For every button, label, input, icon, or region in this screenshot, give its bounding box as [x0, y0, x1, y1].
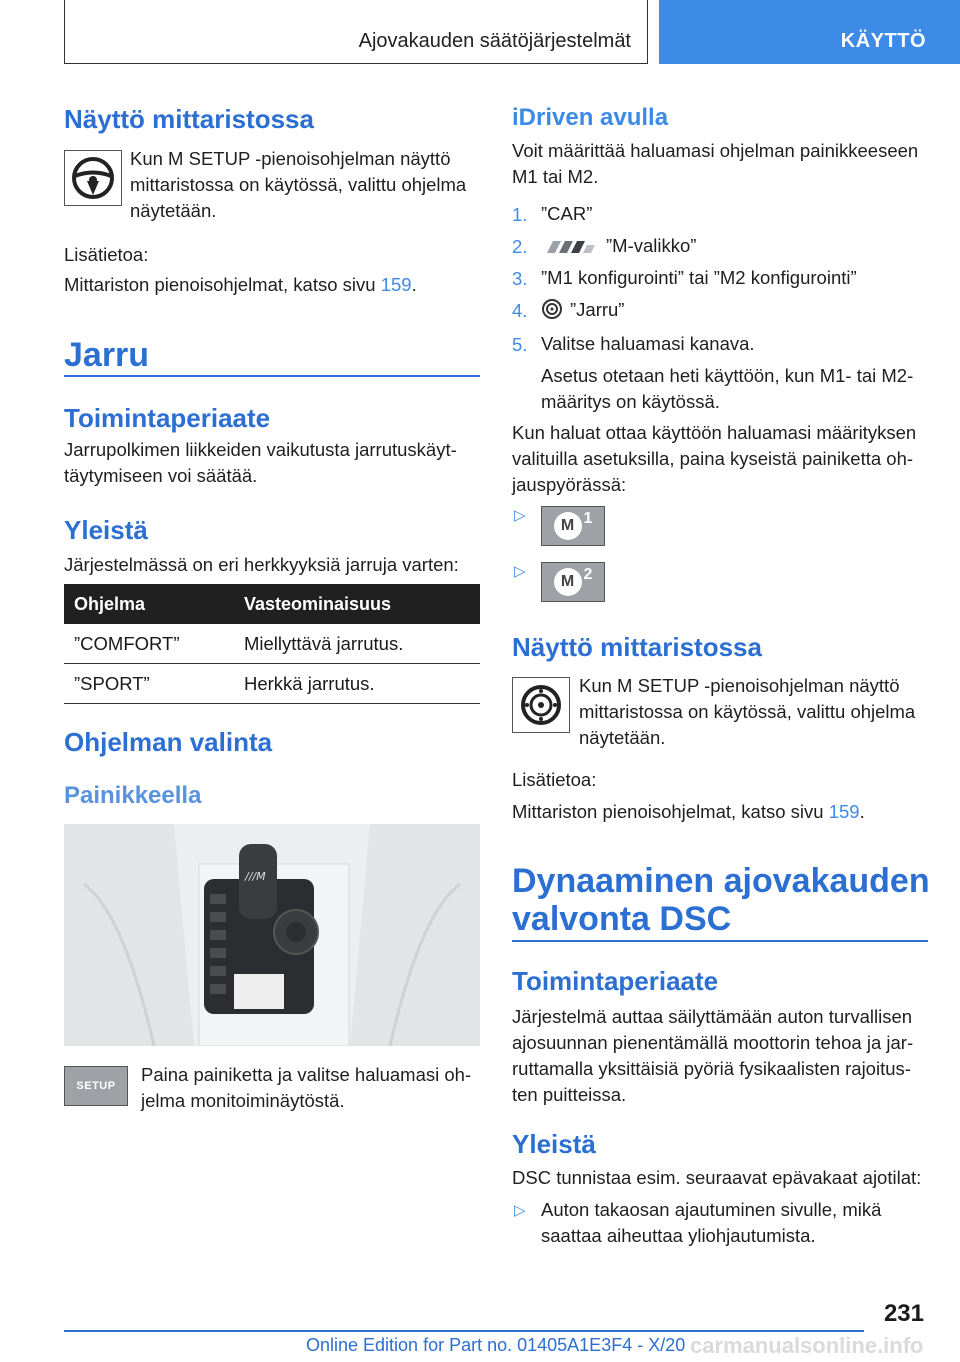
- page-link-159[interactable]: 159: [828, 801, 860, 822]
- heading-rule: [64, 375, 480, 377]
- step-text: ”M1 konfigurointi” tai ”M2 konfigurointi”: [541, 267, 857, 288]
- more-info-label: Lisätietoa:: [64, 244, 149, 265]
- general-heading: Yleistä: [64, 515, 148, 545]
- program-selection-heading: Ohjelman valinta: [64, 727, 273, 757]
- table-header-row: [64, 584, 480, 624]
- step5-note: Asetus otetaan heti käyttöön, kun M1- tai M2-määritys on käytössä.: [541, 365, 914, 412]
- table-cell: Herkkä jarrutus.: [234, 664, 480, 704]
- m2-button-icon: [541, 562, 605, 602]
- header-tab-label: KÄYTTÖ: [840, 30, 926, 52]
- setup-button-label: SETUP: [76, 1080, 116, 1092]
- step-number: 3.: [512, 268, 528, 289]
- center-console-photo: [64, 824, 480, 1046]
- table-header: Ohjelma: [64, 584, 234, 624]
- steering-wheel-icon: [64, 150, 122, 206]
- jarru-heading: Jarru: [64, 336, 150, 374]
- idrive-heading: iDriven avulla: [512, 104, 669, 131]
- page-number: 231: [883, 1300, 924, 1327]
- more-info-reference: [64, 272, 484, 298]
- header-title-box: [64, 0, 648, 64]
- setup-button-icon: [64, 1066, 128, 1106]
- bullet-icon: ▷: [514, 507, 526, 524]
- dsc-principle-text: Järjestelmä auttaa säilyttämään auton turvallisen ajosuunnan pienentämällä moottorin tehoa ja jarruttamalla yksittäisiä pyöriä fysikaalisten rajoitusten puitteissa.: [512, 1006, 914, 1105]
- principle-heading: Toimintaperiaate: [64, 403, 271, 433]
- header-title: Ajovakauden säätöjärjestelmät: [358, 30, 631, 52]
- step-text: ”CAR”: [541, 203, 593, 224]
- header-section-tab: [659, 0, 960, 64]
- more-info-reference-2: [512, 799, 932, 825]
- m1-button-icon: [541, 506, 605, 546]
- program-table: [64, 584, 480, 704]
- step-number: 2.: [512, 236, 528, 257]
- table-header: Vasteominaisuus: [234, 584, 480, 624]
- edition-text: Online Edition for Part no. 01405A1E3F4 - X/20: [306, 1335, 686, 1355]
- display-section-title-2: Näyttö mittaristossa: [512, 632, 762, 662]
- step-text: ”Jarru”: [570, 299, 625, 320]
- table-row: [64, 624, 480, 664]
- reference-suffix: .: [411, 274, 417, 295]
- dsc-general-text: DSC tunnistaa esim. seuraavat epävakaat ajotilat:: [512, 1167, 922, 1188]
- button-subheading: Painikkeella: [64, 782, 202, 809]
- reference-text: Mittariston pienoisohjelmat, katso sivu: [64, 274, 381, 295]
- reference-suffix: .: [859, 801, 865, 822]
- display-section-title: Näyttö mittaristossa: [64, 104, 314, 134]
- m2-sup: 2: [583, 566, 593, 583]
- display-section-text-2: Kun M SETUP -pienoisohjelman näyttö mittaristossa on käytössä, valittu ohjelma näytetään.: [579, 675, 916, 748]
- m2-label: M: [554, 568, 582, 596]
- step-text: ”M-valikko”: [606, 235, 697, 256]
- svg-text:///M: ///M: [245, 870, 266, 883]
- table-cell: ”COMFORT”: [64, 624, 234, 664]
- dsc-bullet-text: Auton takaosan ajautuminen sivulle, mikä saattaa aiheuttaa yliohjautumista.: [541, 1199, 882, 1246]
- dsc-principle-heading: Toimintaperiaate: [512, 966, 719, 996]
- step-number: 1.: [512, 204, 528, 225]
- reference-text: Mittariston pienoisohjelmat, katso sivu: [512, 801, 829, 822]
- setup-instruction: Paina painiketta ja valitse haluamasi ohjelma monitoiminäytöstä.: [141, 1064, 472, 1111]
- m-logo-icon: [541, 239, 597, 255]
- watermark: carmanualsonline.info: [690, 1333, 924, 1358]
- general-text: Järjestelmässä on eri herkkyyksiä jarruja varten:: [64, 554, 459, 575]
- footer-rule: [64, 1330, 864, 1332]
- idrive-text: Voit määrittää haluamasi ohjelman painikkeeseen M1 tai M2.: [512, 140, 919, 187]
- principle-text: Jarrupolkimen liikkeiden vaikutusta jarrutuskäyttäytymiseen voi säätää.: [64, 439, 457, 486]
- table-cell: ”SPORT”: [64, 664, 234, 704]
- m1-label: M: [554, 512, 582, 540]
- heading-rule: [512, 940, 928, 942]
- display-section-text: Kun M SETUP -pienoisohjelman näyttö mittaristossa on käytössä, valittu ohjelma näytetään.: [130, 148, 467, 221]
- step-number: 5.: [512, 334, 528, 355]
- brake-icon: [541, 298, 563, 320]
- brake-disc-icon: [512, 677, 570, 733]
- bullet-icon: ▷: [514, 1202, 526, 1219]
- step-text: Valitse haluamasi kanava.: [541, 333, 755, 354]
- dsc-general-heading: Yleistä: [512, 1129, 596, 1159]
- step-number: 4.: [512, 300, 528, 321]
- bullet-icon: ▷: [514, 563, 526, 580]
- dsc-heading: Dynaaminen ajovakauden valvonta DSC: [512, 862, 930, 938]
- m1-sup: 1: [583, 510, 593, 527]
- table-row: [64, 664, 480, 704]
- more-info-label-2: Lisätietoa:: [512, 769, 597, 790]
- page-link-159[interactable]: 159: [380, 274, 412, 295]
- apply-text: Kun haluat ottaa käyttöön haluamasi määrityksen valituilla asetuksilla, paina kyseistä painiketta ohjauspyörässä:: [512, 422, 917, 495]
- table-cell: Miellyttävä jarrutus.: [234, 624, 480, 664]
